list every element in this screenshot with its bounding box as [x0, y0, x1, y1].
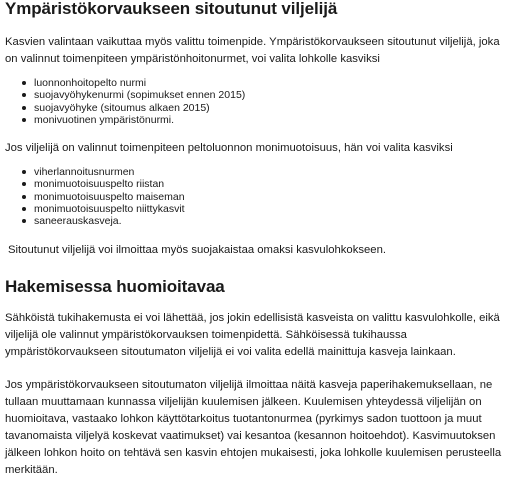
list-item: monimuotoisuuspelto niittykasvit	[34, 203, 514, 215]
intro-paragraph: Kasvien valintaan vaikuttaa myös valittu toimenpide. Ympäristökorvaukseen sitoutunut viljelijä, joka on valinnut toimenpiteen ympäristönhoitonurmet, voi valita lohkolle kasviksi	[5, 36, 500, 65]
paper-application-paragraph: Jos ympäristökorvaukseen sitoutumaton viljelijä ilmoittaa näitä kasveja paperihakemuksellaan, ne tullaan muuttamaan kunnassa viljelijän kuulemisen jälkeen. Kuulemisen yhteydessä viljelijän on huomioitava, vastaako lohkon käyttötarkoitus tuotantonurmea (pyrkimys sadon tuottoon ja muut tavanomaista viljelyä koskevat vaatimukset) vai kesantoa (kesannon hoitoehdot). Kasvimuutoksen jälkeen lohkon hoito on tehtävä sen kasvin ehtojen mukaisesti, joka lohkolle kuulemisen perusteella merkitään.	[5, 378, 502, 476]
crop-list-biodiversity	[5, 166, 514, 227]
list-item: monivuotinen ympäristönurmi.	[34, 114, 514, 126]
electronic-application-paragraph: Sähköistä tukihakemusta ei voi lähettää, jos jokin edellisistä kasveista on valittu kasvulohkolle, eikä viljelijä ole valinnut ympäristökorvauksen toimenpidettä. Sähköisessä tukihaussa ympäristökorvaukseen sitoutumaton viljelijä ei voi valita edellä mainittuja kasveja lainkaan.	[5, 311, 500, 358]
list-item: viherlannoitusnurmen	[34, 166, 514, 178]
list-item: suojavyöhyke (sitoumus alkaen 2015)	[34, 102, 514, 114]
biodiversity-paragraph: Jos viljelijä on valinnut toimenpiteen peltoluonnon monimuotoisuus, hän voi valita kasviksi	[5, 142, 453, 155]
heading-committed-farmer: Ympäristökorvaukseen sitoutunut viljelijä	[5, 0, 338, 18]
list-item: suojavyöhykenurmi (sopimukset ennen 2015)	[34, 89, 514, 101]
buffer-strip-paragraph: Sitoutunut viljelijä voi ilmoittaa myös suojakaistaa omaksi kasvulohkokseen.	[8, 243, 386, 256]
crop-list-environmental-grass	[5, 77, 514, 126]
list-item: saneerauskasveja.	[34, 215, 514, 227]
heading-application-notes: Hakemisessa huomioitavaa	[5, 276, 225, 296]
list-item: monimuotoisuuspelto riistan	[34, 178, 514, 190]
list-item: monimuotoisuuspelto maiseman	[34, 191, 514, 203]
list-item: luonnonhoitopelto nurmi	[34, 77, 514, 89]
